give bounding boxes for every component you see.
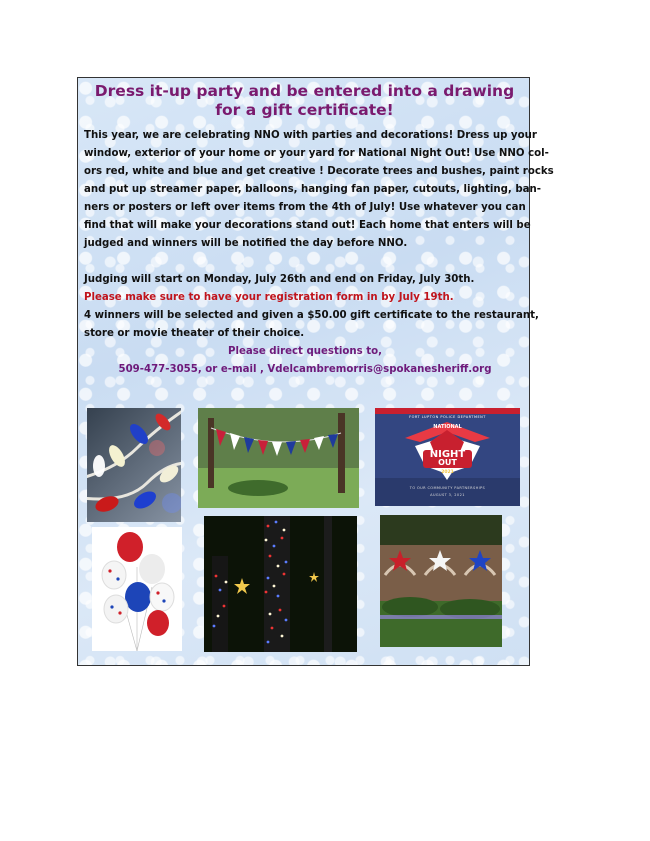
lit-tree-illustration	[204, 516, 357, 652]
paragraph-line: judged and winners will be notified the day before NNO.	[84, 238, 408, 249]
paragraph-line: ners or posters or left over items from the 4th of July! Use whatever you can	[84, 202, 526, 213]
paragraph-line: find that will make your decorations stand out! Each home that enters will be	[84, 220, 531, 231]
contact-info: 509-477-3055, or e-mail , Vdelcambremorris@spokanesheriff.org	[118, 364, 492, 375]
balloons-photo	[92, 527, 182, 651]
string-lights-illustration	[87, 408, 181, 522]
house-stars-illustration	[380, 515, 502, 647]
paragraph-line: and put up streamer paper, balloons, hanging fan paper, cutouts, lighting, ban-	[84, 184, 541, 195]
nno-night-text: NIGHT	[429, 449, 466, 460]
winners-line: store or movie theater of their choice.	[84, 328, 305, 339]
nno-top-text: FORT LUPTON POLICE DEPARTMENT	[409, 415, 486, 419]
lit-tree-photo	[204, 516, 357, 652]
spacer	[84, 253, 526, 271]
registration-reminder: Please make sure to have your registration form in by July 19th.	[84, 292, 454, 303]
string-lights-photo	[87, 408, 181, 522]
paragraph-line: window, exterior of your home or your yard for National Night Out! Use NNO col-	[84, 148, 549, 159]
paragraph-line: This year, we are celebrating NNO with parties and decorations! Dress up your	[84, 130, 537, 141]
flyer	[77, 77, 554, 666]
paragraph-line: ors red, white and blue and get creative ! Decorate trees and bushes, paint rocks	[84, 166, 554, 177]
nno-out-text: OUT	[438, 458, 457, 467]
national-night-out-logo	[375, 408, 520, 506]
judging-dates: Judging will start on Monday, July 26th and end on Friday, July 30th.	[84, 274, 475, 285]
nno-year: 2021	[441, 470, 454, 475]
nno-date: AUGUST 3, 2021	[430, 493, 465, 497]
questions-heading: Please direct questions to,	[228, 346, 382, 357]
winners-line: 4 winners will be selected and given a $50.00 gift certificate to the restaurant,	[84, 310, 539, 321]
flyer-title: Dress it-up party and be entered into a drawing for a gift certificate!	[94, 82, 515, 119]
house-stars-photo	[380, 515, 502, 647]
flyer-body	[84, 127, 554, 379]
nno-arc-text: NATIONAL	[433, 424, 462, 430]
nno-tagline: TO OUR COMMUNITY PARTNERSHIPS	[409, 486, 486, 490]
balloons-illustration	[92, 527, 182, 651]
bunting-illustration	[198, 408, 359, 508]
bunting-yard-photo	[198, 408, 359, 508]
